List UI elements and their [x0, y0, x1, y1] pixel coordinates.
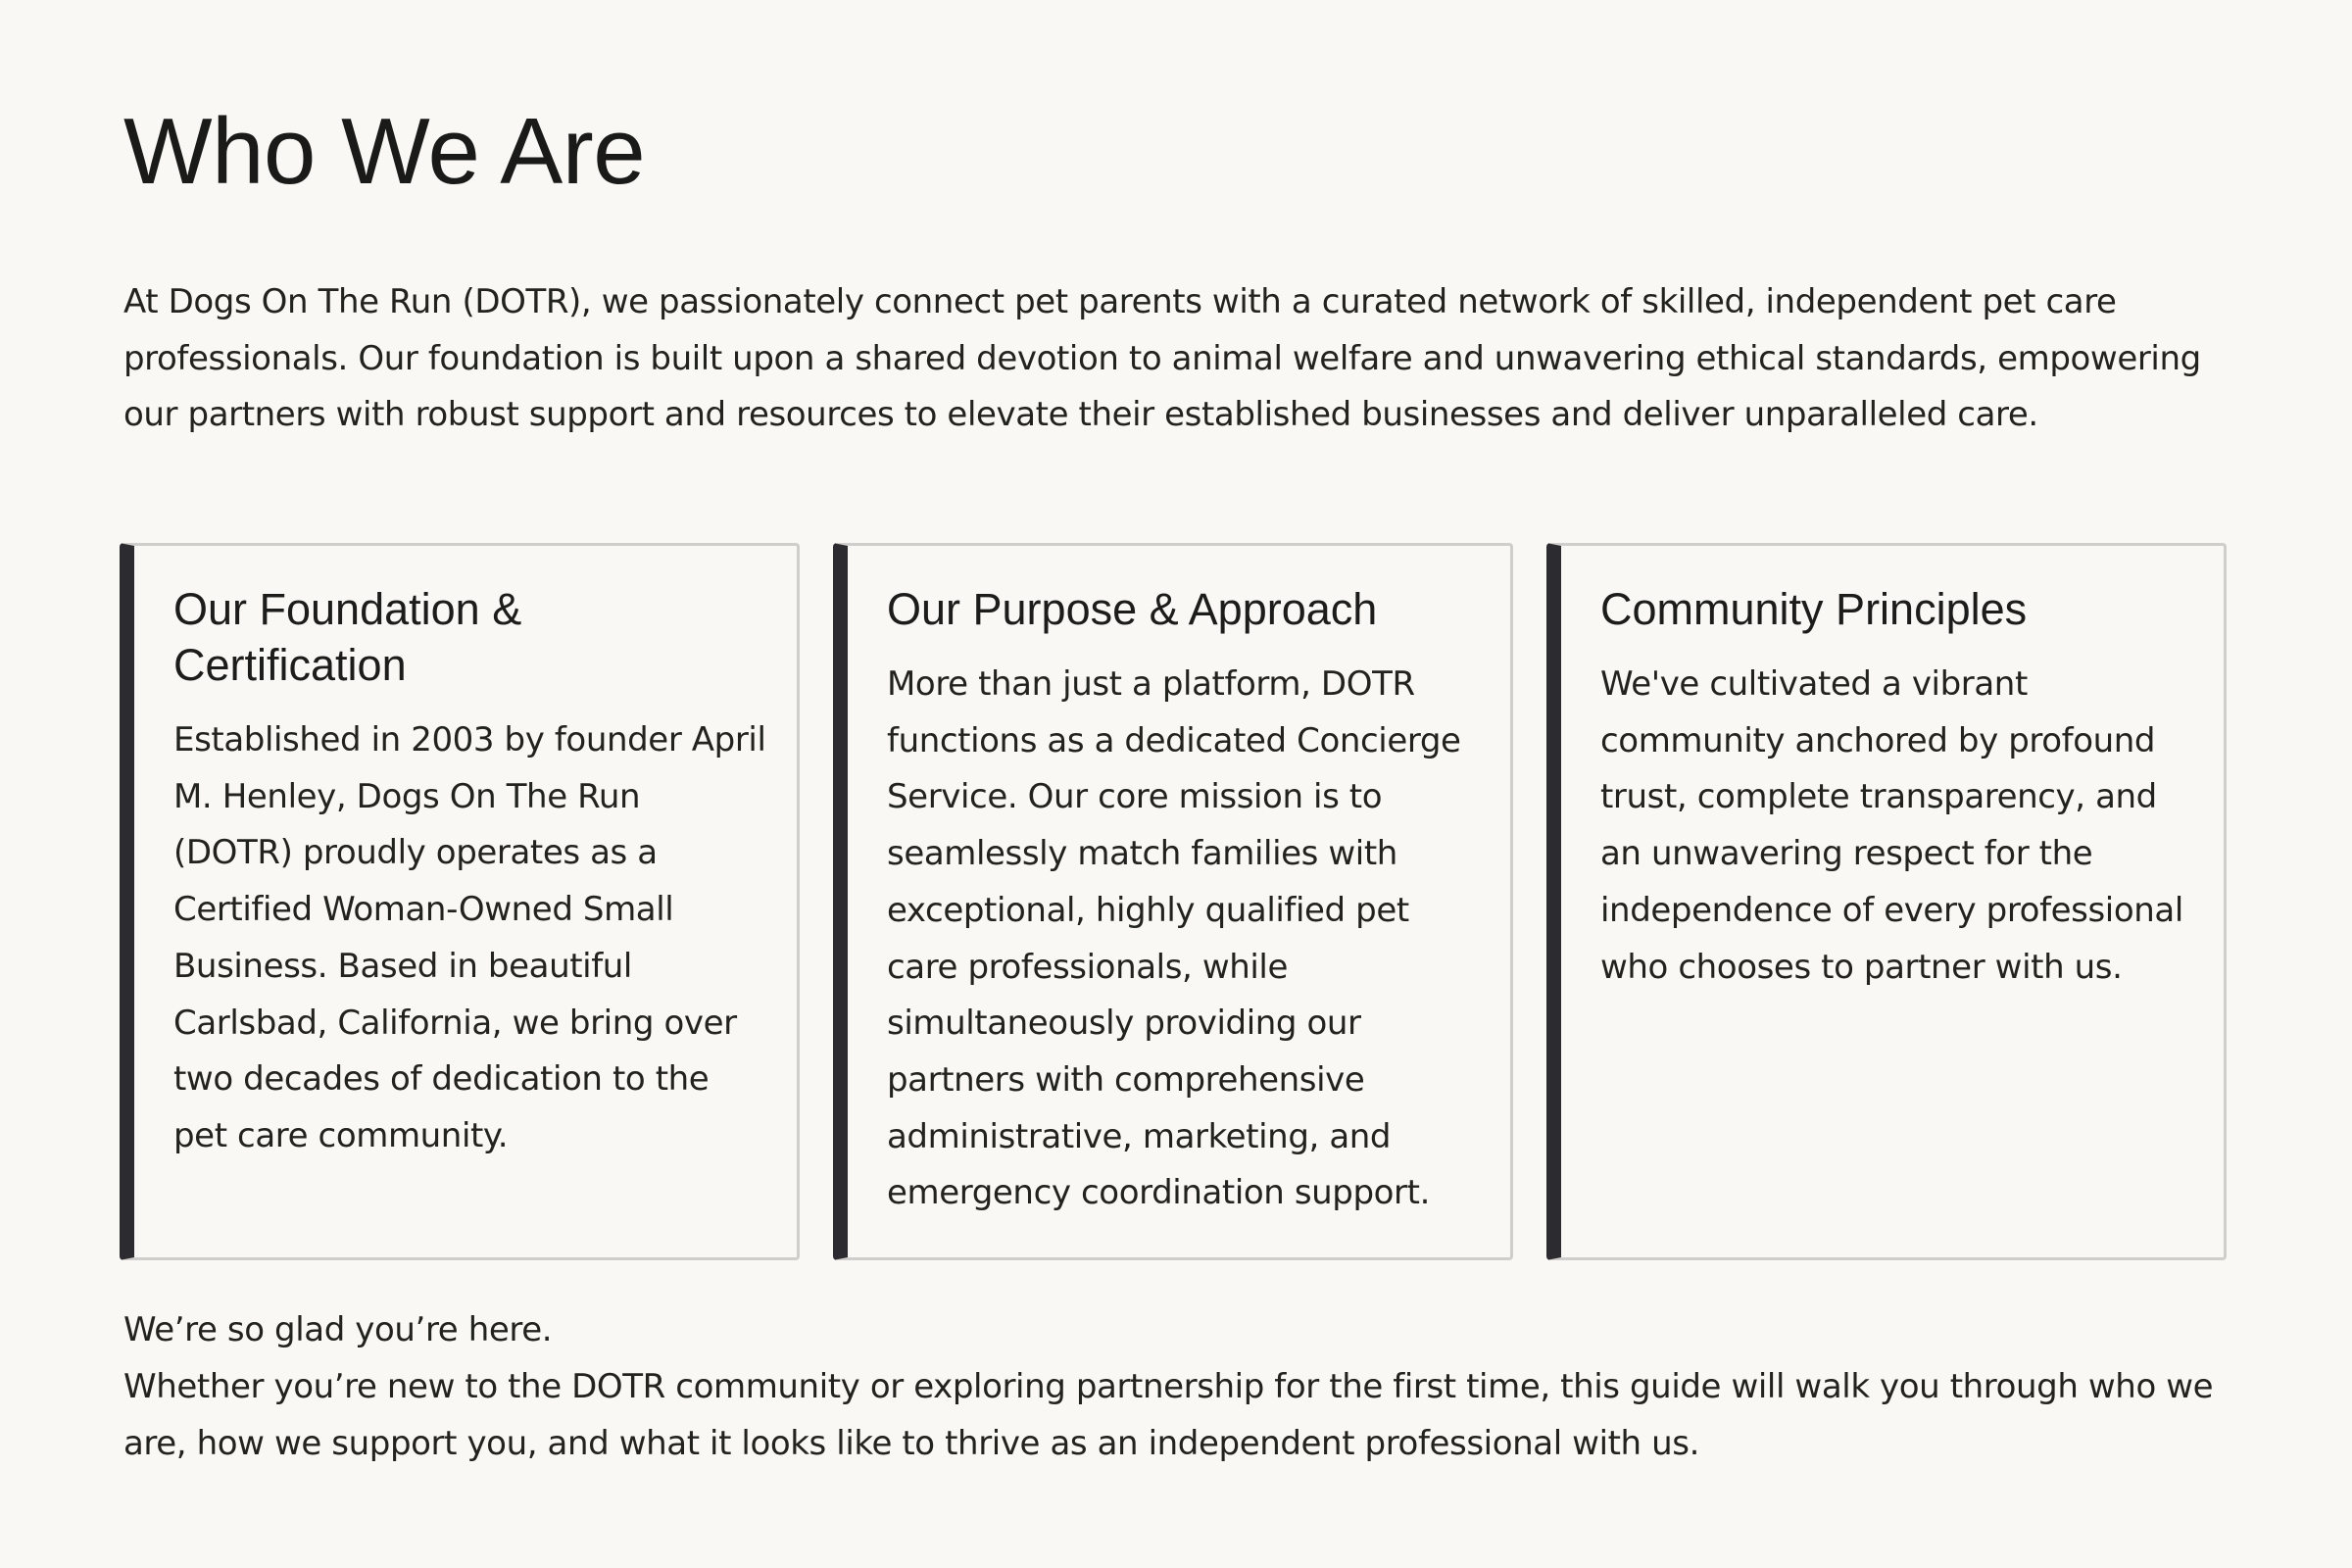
card-title: Our Purpose & Approach — [887, 584, 1378, 634]
card-foundation-certification — [120, 543, 800, 1260]
page-title: Who We Are — [123, 99, 646, 204]
card-community-principles — [1546, 543, 2227, 1260]
outro-greeting: We’re so glad you’re here. — [123, 1310, 553, 1349]
outro-paragraph: Whether you’re new to the DOTR community or exploring partnership for the first time, this guide will walk you through who we are, how we support you, and what it looks like to thrive as an independent professional with us. — [123, 1367, 2214, 1463]
card-body: Established in 2003 by founder April M. Henley, Dogs On The Run (DOTR) proudly operates as a Certified Woman-Owned Small Business. Based in beautiful Carlsbad, California, we bring over two decades of dedication to the pet care community. — [173, 720, 766, 1155]
card-body: We've cultivated a vibrant community anchored by profound trust, complete transparency, and an unwavering respect for the independence of every professional who chooses to partner with us. — [1600, 664, 2183, 987]
intro-paragraph: At Dogs On The Run (DOTR), we passionately connect pet parents with a curated network of skilled, independent pet care professionals. Our foundation is built upon a shared devotion to animal welfare and unwavering ethical standards, empowering our partners with robust support and resources to elevate their established businesses and deliver unparalleled care. — [123, 282, 2201, 434]
outro-section — [123, 1301, 2230, 1472]
card-body: More than just a platform, DOTR functions as a dedicated Concierge Service. Our core mission is to seamlessly match families with exceptional, highly qualified pet care professionals, while simultaneously providing our partners with comprehensive administrative, marketing, and emergency coordination support. — [887, 664, 1461, 1213]
card-purpose-approach — [833, 543, 1513, 1260]
page-content — [123, 98, 2230, 1463]
info-cards — [120, 543, 2229, 1260]
card-title: Community Principles — [1600, 584, 2028, 634]
card-title: Our Foundation & Certification — [173, 584, 522, 690]
